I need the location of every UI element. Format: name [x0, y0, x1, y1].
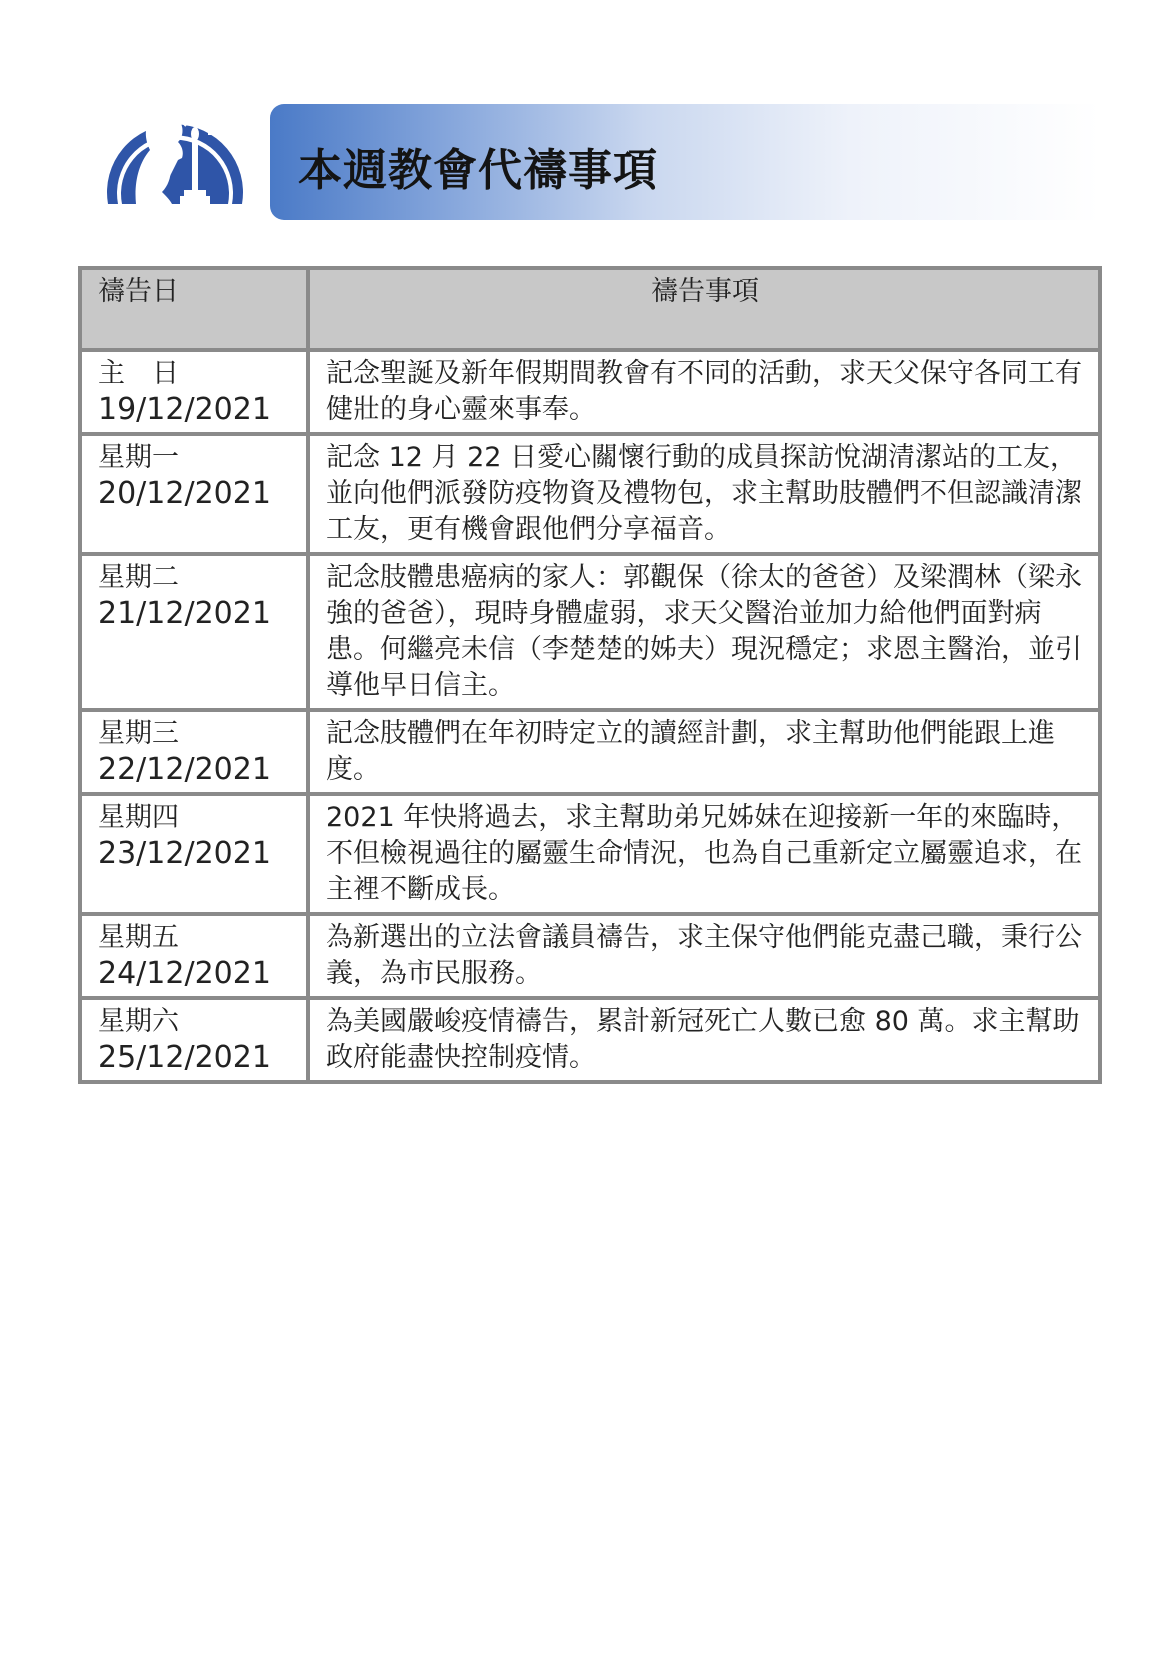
prayer-item: 為美國嚴峻疫情禱告，累計新冠死亡人數已愈 80 萬。求主幫助政府能盡快控制疫情。 [308, 998, 1100, 1082]
table-header-row [80, 268, 1100, 350]
church-logo [100, 92, 250, 208]
prayer-table [78, 266, 1102, 1084]
date-label: 25/12/2021 [98, 1040, 271, 1075]
date-label: 19/12/2021 [98, 392, 271, 427]
column-header-day: 禱告日 [80, 268, 308, 350]
date-label: 21/12/2021 [98, 596, 271, 631]
day-label: 星期四 [98, 802, 179, 833]
day-cell [80, 794, 308, 914]
prayer-item: 為新選出的立法會議員禱告，求主保守他們能克盡己職，秉行公義，為市民服務。 [308, 914, 1100, 998]
table-row [80, 914, 1100, 998]
day-cell [80, 350, 308, 434]
prayer-item: 記念聖誕及新年假期間教會有不同的活動，求天父保守各同工有健壯的身心靈來事奉。 [308, 350, 1100, 434]
prayer-item: 記念肢體患癌病的家人：郭觀保（徐太的爸爸）及梁潤林（梁永強的爸爸），現時身體虛弱，求天父醫治並加力給他們面對病患。何繼亮未信（李楚楚的姊夫）現況穩定；求恩主醫治，並引導他早日信主。 [308, 554, 1100, 710]
prayer-item: 記念肢體們在年初時定立的讀經計劃，求主幫助他們能跟上進度。 [308, 710, 1100, 794]
table-row [80, 554, 1100, 710]
day-label: 星期一 [98, 442, 179, 473]
day-label: 星期二 [98, 562, 179, 593]
table-row [80, 794, 1100, 914]
prayer-item: 2021 年快將過去，求主幫助弟兄姊妹在迎接新一年的來臨時，不但檢視過往的屬靈生命情況，也為自己重新定立屬靈追求，在主裡不斷成長。 [308, 794, 1100, 914]
date-label: 23/12/2021 [98, 836, 271, 871]
day-label: 星期六 [98, 1006, 179, 1037]
date-label: 20/12/2021 [98, 476, 271, 511]
day-label: 星期五 [98, 922, 179, 953]
table-row [80, 998, 1100, 1082]
day-cell [80, 914, 308, 998]
title-banner [270, 104, 1100, 220]
day-cell [80, 710, 308, 794]
table-row [80, 710, 1100, 794]
day-cell [80, 554, 308, 710]
table-row [80, 350, 1100, 434]
day-cell [80, 434, 308, 554]
page-title: 本週教會代禱事項 [298, 145, 658, 196]
table-row [80, 434, 1100, 554]
column-header-item: 禱告事項 [308, 268, 1100, 350]
date-label: 22/12/2021 [98, 752, 271, 787]
day-label: 主 日 [98, 358, 179, 389]
date-label: 24/12/2021 [98, 956, 271, 991]
day-cell [80, 998, 308, 1082]
day-label: 星期三 [98, 718, 179, 749]
prayer-item: 記念 12 月 22 日愛心關懷行動的成員探訪悅湖清潔站的工友，並向他們派發防疫物資及禮物包，求主幫助肢體們不但認識清潔工友，更有機會跟他們分享福音。 [308, 434, 1100, 554]
